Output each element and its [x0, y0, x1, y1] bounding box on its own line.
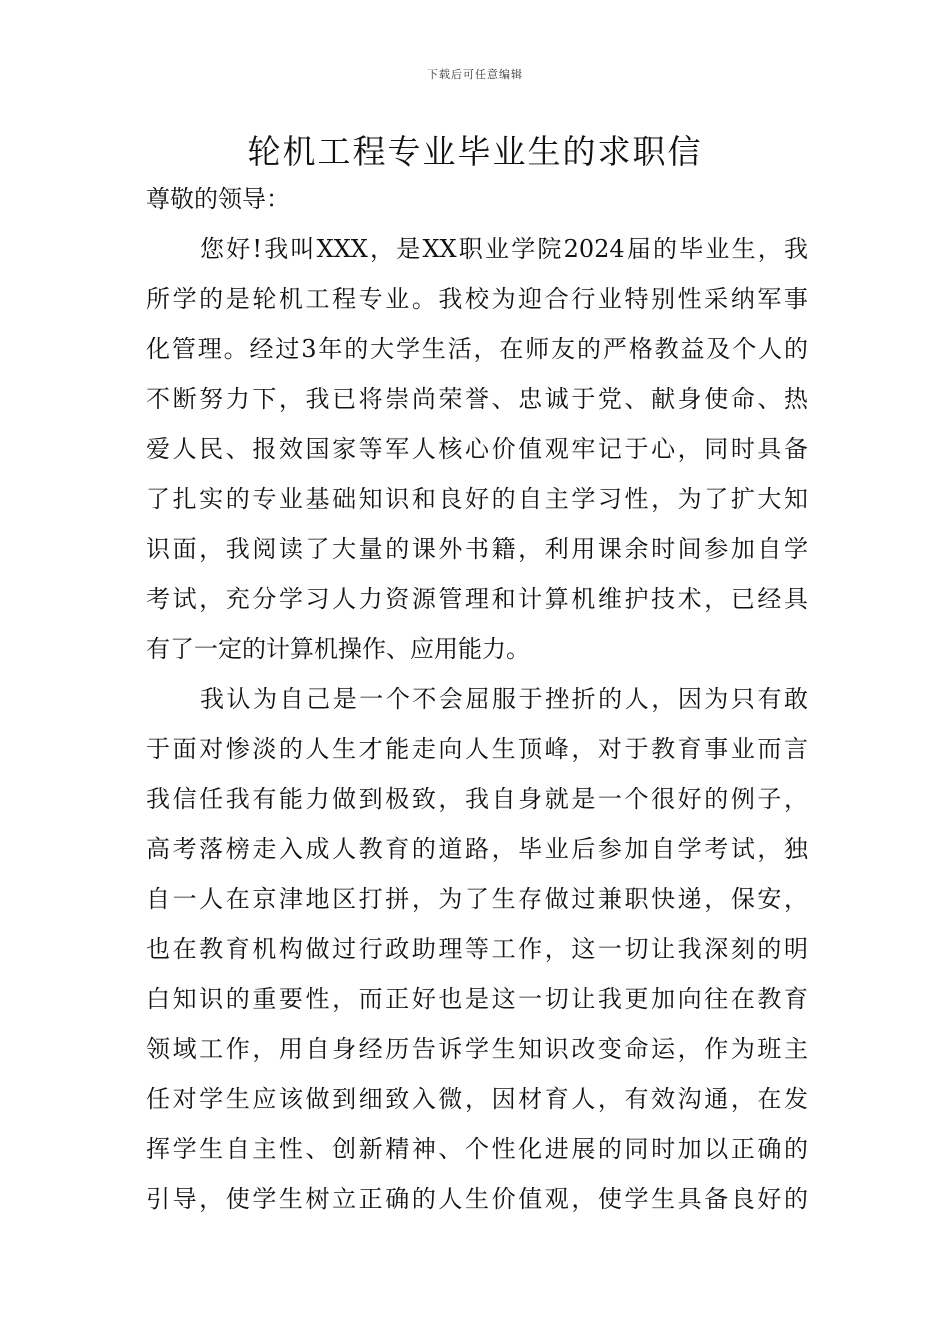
paragraph-line: 引导，使学生树立正确的人生价值观，使学生具备良好的 — [146, 1185, 808, 1213]
paragraph-line: 高考落榜走入成人教育的道路，毕业后参加自学考试，独 — [146, 835, 808, 863]
paragraph-line: 领域工作，用自身经历告诉学生知识改变命运，作为班主 — [146, 1035, 808, 1063]
paragraph-line: 考试，充分学习人力资源管理和计算机维护技术，已经具 — [146, 585, 808, 613]
paragraph-line: 白知识的重要性，而正好也是这一切让我更加向往在教育 — [146, 985, 808, 1013]
header-note: 下载后可任意编辑 — [427, 68, 523, 81]
paragraph-line: 自一人在京津地区打拼，为了生存做过兼职快递，保安， — [146, 885, 808, 913]
paragraph-line: 化管理。经过3年的大学生活，在师友的严格教益及个人的 — [146, 335, 808, 363]
paragraph-line: 于面对惨淡的人生才能走向人生顶峰，对于教育事业而言 — [146, 735, 808, 763]
paragraph-line: 我认为自己是一个不会屈服于挫折的人，因为只有敢 — [200, 685, 808, 713]
salutation: 尊敬的领导： — [146, 185, 290, 213]
paragraph-line: 爱人民、报效国家等军人核心价值观牢记于心，同时具备 — [146, 435, 808, 463]
paragraph-line: 也在教育机构做过行政助理等工作，这一切让我深刻的明 — [146, 935, 808, 963]
paragraph-1 — [146, 224, 808, 674]
paragraph-line: 任对学生应该做到细致入微，因材育人，有效沟通，在发 — [146, 1085, 808, 1113]
document-title: 轮机工程专业毕业生的求职信 — [247, 132, 703, 171]
paragraph-line: 所学的是轮机工程专业。我校为迎合行业特别性采纳军事 — [146, 285, 808, 313]
paragraph-line: 不断努力下，我已将崇尚荣誉、忠诚于党、献身使命、热 — [146, 385, 808, 413]
letter-body — [146, 174, 808, 1224]
paragraph-line: 有了一定的计算机操作、应用能力。 — [146, 635, 530, 663]
paragraph-2 — [146, 674, 808, 1224]
paragraph-line: 您好!我叫XXX，是XX职业学院2024届的毕业生，我 — [200, 235, 808, 263]
paragraph-line: 识面，我阅读了大量的课外书籍，利用课余时间参加自学 — [146, 535, 808, 563]
paragraph-line: 挥学生自主性、创新精神、个性化进展的同时加以正确的 — [146, 1135, 808, 1163]
paragraph-line: 我信任我有能力做到极致，我自身就是一个很好的例子， — [146, 785, 808, 813]
paragraph-line: 了扎实的专业基础知识和良好的自主学习性，为了扩大知 — [146, 485, 808, 513]
